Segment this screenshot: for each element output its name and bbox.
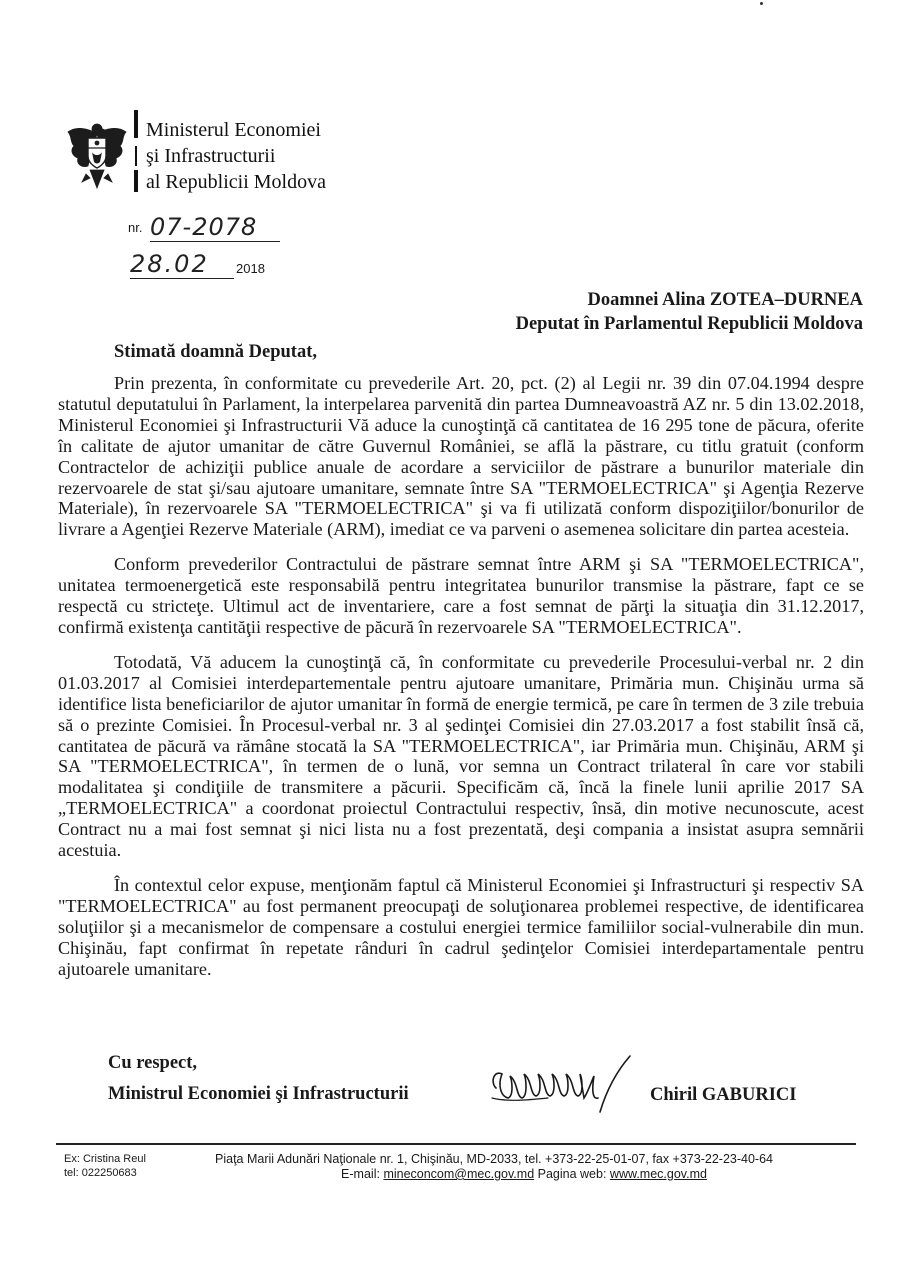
body-paragraph: Conform prevederilor Contractului de păstrare semnat între ARM şi SA "TERMOELECTRICA", unitatea termoenergetică este responsabilă pentru integritatea bunurilor transmise la păstrare, fapt ce se respectă cu stricteţe. Ultimul act de inventariere, care a fost semnat de părţi la situaţia din 31.12.2017, confirmă existenţa cantităţii respective de păcură în rezervoarele SA "TERMOELECTRICA". [58, 554, 864, 637]
body-paragraph: Prin prezenta, în conformitate cu prevederile Art. 20, pct. (2) al Legii nr. 39 din 07.04.1994 despre statutul deputatului în Parlament, la interpelarea parvenită din partea Dumneavoastră AZ nr. 5 din 13.02.2018, Ministerul Economiei şi Infrastructurii Vă aduce la cunoştinţă că cantitatea de 16 295 tone de păcura, oferite în calitate de ajutor umanitar de către Guvernul României, se află la păstrare, cu titlu gratuit (conform Contractelor de achiziţii publice anuale de acordare a serviciilor de păstrare a bunurilor materiale din rezervoarele de stat şi/sau ajutoare umanitare, semnate între SA "TERMOELECTRICA" şi Agenţia Rezerve Materiale), în rezervoarele SA "TERMOELECTRICA" şi va fi utilizată conform dispoziţiilor/bonurilor de livrare a Agenţiei Rezerve Materiale (ARM), imediat ce va parveni o asemenea solicitare din partea acesteia. [58, 373, 864, 540]
email-link[interactable]: mineconcom@mec.gov.md [383, 1167, 535, 1181]
email-label: E-mail: [341, 1167, 380, 1181]
recipient-title: Deputat în Parlamentul Republicii Moldova [515, 314, 863, 334]
coat-of-arms-icon [64, 118, 130, 192]
executor-info [64, 1152, 146, 1180]
recipient-block [516, 288, 863, 336]
contact-row [174, 1167, 814, 1182]
scan-speck [760, 2, 763, 5]
letter-body [58, 373, 864, 993]
ministry-contacts [174, 1152, 814, 1182]
registration-number: 07-2078 [150, 213, 280, 242]
signer-name: Chiril GABURICI [650, 1085, 797, 1105]
footer-divider [56, 1143, 856, 1145]
ministry-address: Piaţa Marii Adunări Naţionale nr. 1, Chişinău, MD-2033, tel. +373-22-25-01-07, fax +373-22-23-40-64 [215, 1152, 773, 1166]
recipient-name: Doamnei Alina ZOTEA–DURNEA [587, 290, 863, 310]
web-label: Pagina web: [537, 1167, 607, 1181]
handwritten-signature [488, 1052, 638, 1122]
closing-title: Ministrul Economiei şi Infrastructurii [108, 1084, 409, 1104]
salutation: Stimată doamnă Deputat, [114, 342, 317, 362]
ministry-line: şi Infrastructurii [146, 145, 276, 167]
body-paragraph: În contextul celor expuse, menţionăm faptul că Ministerul Economiei şi Infrastructuri şi respectiv SA "TERMOELECTRICA" au fost permanent preocupaţi de soluţionarea problemei respective, de identificarea soluţiilor şi a mecanismelor de compensare a costului energiei termice familiilor social-vulnerabile din mun. Chişinău, fapt confirmat în repetate rânduri în cadrul şedinţelor Comisiei interdepartamentale pentru ajutoarele umanitare. [58, 874, 864, 979]
website-link[interactable]: www.mec.gov.md [609, 1167, 707, 1181]
closing-regards: Cu respect, [108, 1053, 198, 1073]
ministry-name [146, 117, 326, 195]
executor-phone: tel: 022250683 [64, 1167, 137, 1179]
ministry-line: Ministerul Economiei [146, 119, 321, 141]
body-paragraph: Totodată, Vă aducem la cunoştinţă că, în conformitate cu prevederile Procesului-verbal nr. 2 din 01.03.2017 al Comisiei interdepartementale pentru ajutoare umanitare, Primăria mun. Chişinău urma să identifice lista beneficiarilor de ajutor umanitar în formă de energie termică, pe care în termen de 3 zile trebuia să o prezinte Comisiei. În Procesul-verbal nr. 3 al şedinţei Comisiei din 27.03.2017 a fost stabilit însă că, cantitatea de păcură va rămâne stocată la SA "TERMOELECTRICA", iar Primăria mun. Chişinău, ARM şi SA "TERMOELECTRICA", în termen de o lună, vor semna un Contract trilateral în care vor stabili modalitatea şi condiţiile de transmitere a păcurii. Specificăm că, încă la finele lunii aprilie 2017 SA „TERMOELECTRICA" a coordonat proiectul Contractului respectiv, însă, din motive necunoscute, acest Contract nu a mai fost semnat şi nici lista nu a fost prezentată, deşi compania a insistat asupra semnării acestuia. [58, 651, 864, 861]
registration-date: 28.02 [130, 250, 234, 279]
ministry-line: al Republicii Moldova [146, 171, 326, 193]
header-bar [135, 146, 137, 166]
registration-year: 2018 [236, 261, 265, 276]
header-bar [134, 110, 138, 138]
header-bar [134, 170, 138, 192]
registration-nr-label: nr. [128, 220, 143, 235]
executor-name: Ex: Cristina Reul [64, 1153, 146, 1165]
